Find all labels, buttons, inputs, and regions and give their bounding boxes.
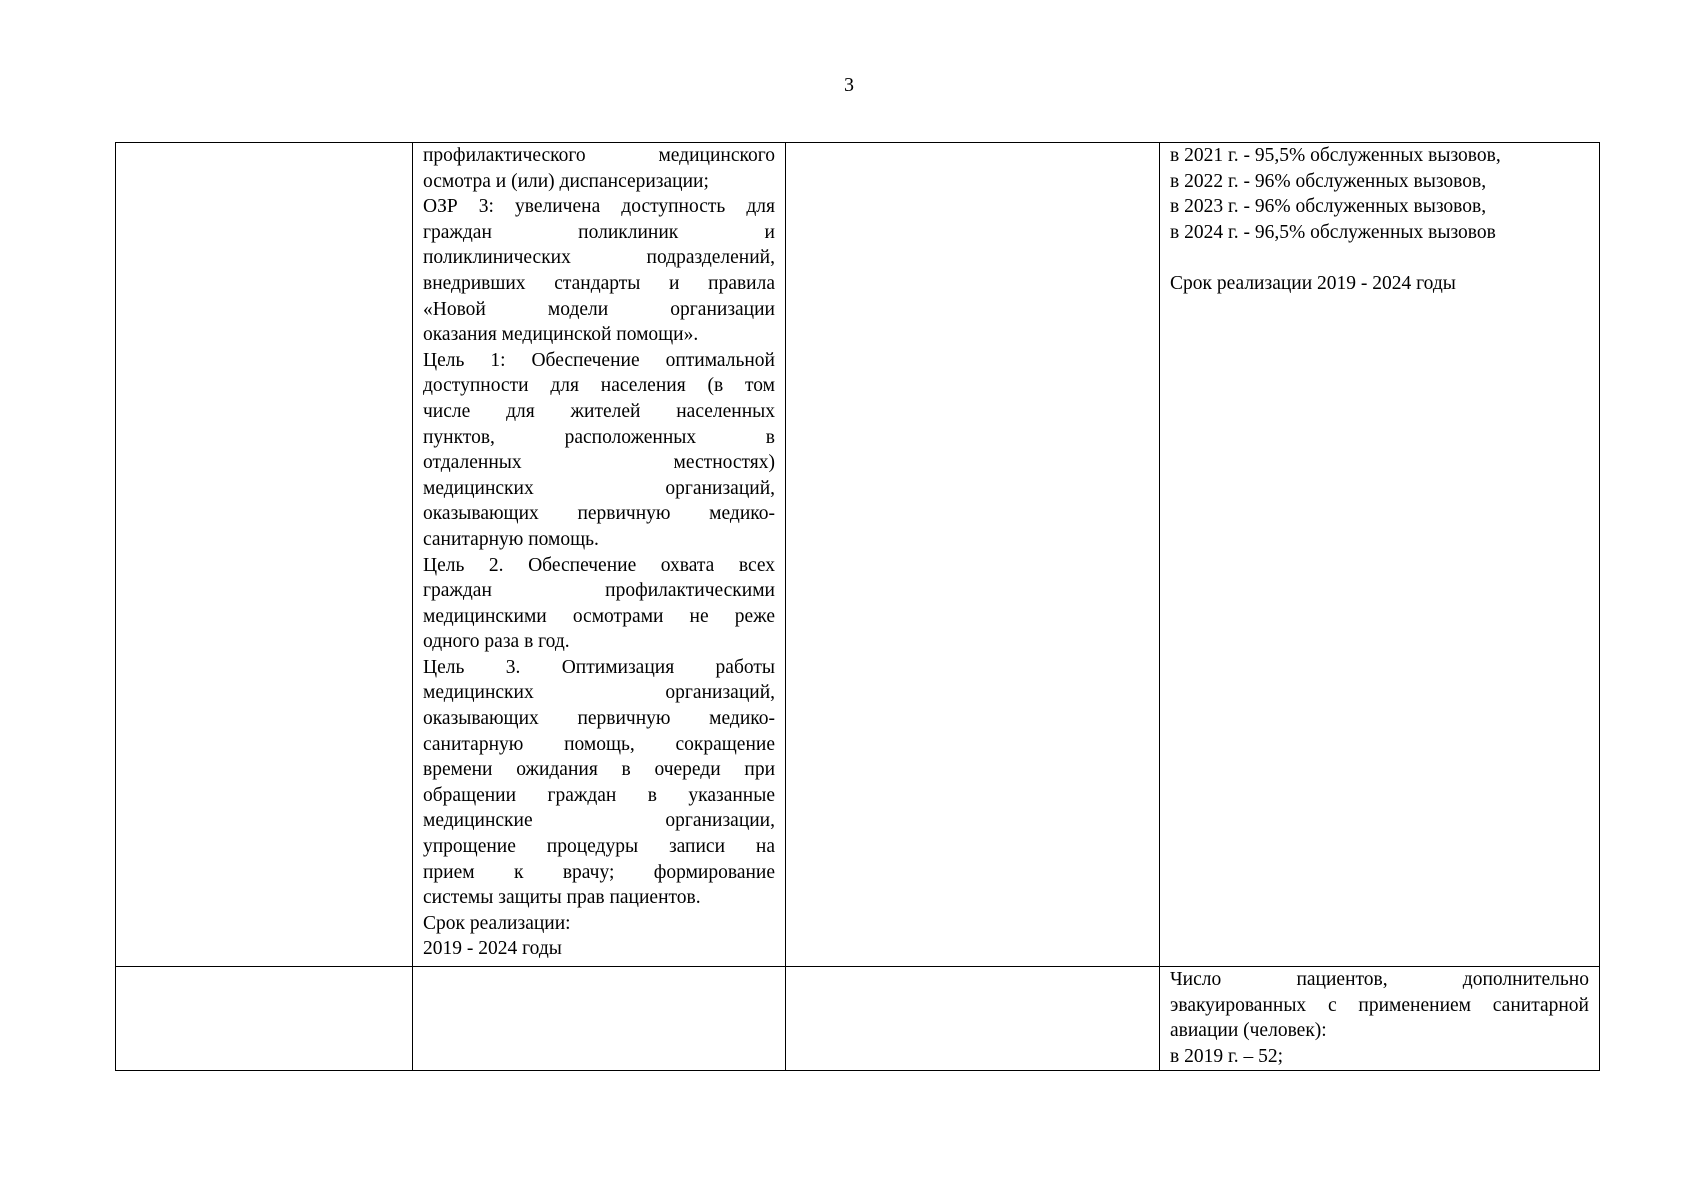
text-line: оказывающих первичную медико- xyxy=(423,503,775,525)
text-line: времени ожидания в очереди при xyxy=(423,759,775,781)
text-line: ОЗР 3: увеличена доступность для xyxy=(423,196,775,218)
text-line: Цель 3. Оптимизация работы xyxy=(423,656,775,678)
text-line: в 2019 г. – 52; xyxy=(1170,1045,1284,1067)
text-line: числе для жителей населенных xyxy=(423,400,775,422)
text-line: оказания медицинской помощи». xyxy=(423,324,699,346)
indicator-line: в 2022 г. - 96% обслуженных вызовов, xyxy=(1170,170,1487,192)
text-line: обращении граждан в указанные xyxy=(423,784,775,806)
text-line: санитарную помощь. xyxy=(423,528,599,550)
text-line: авиации (человек): xyxy=(1170,1020,1327,1042)
implementation-term: Срок реализации 2019 - 2024 годы xyxy=(1170,272,1456,294)
table-cell-indicators xyxy=(1160,143,1600,967)
text-line: «Новой модели организации xyxy=(423,298,775,320)
text-line: отдаленных местностях) xyxy=(423,452,775,474)
table-cell-goals xyxy=(413,143,786,967)
text-line: профилактического медицинского xyxy=(423,145,775,166)
text-line: Цель 2. Обеспечение охвата всех xyxy=(423,554,775,576)
page-number: 3 xyxy=(844,74,854,96)
text-line: доступности для населения (в том xyxy=(423,375,775,397)
table-cell-col2 xyxy=(413,967,786,1071)
text-line: оказывающих первичную медико- xyxy=(423,708,775,730)
text-line: граждан поликлиник и xyxy=(423,221,775,243)
table-cell-col3 xyxy=(786,967,1160,1071)
table-cell-col1 xyxy=(116,967,413,1071)
text-line: граждан профилактическими xyxy=(423,580,775,602)
text-line: эвакуированных с применением санитарной xyxy=(1170,994,1589,1016)
text-line: Цель 1: Обеспечение оптимальной xyxy=(423,349,775,371)
text-line: медицинских организаций, xyxy=(423,477,775,499)
text-line: поликлинических подразделений, xyxy=(423,247,775,269)
indicator-line: в 2024 г. - 96,5% обслуженных вызовов xyxy=(1170,221,1496,243)
text-line: медицинских организаций, xyxy=(423,682,775,704)
table-row xyxy=(116,143,1600,967)
table-row xyxy=(116,967,1600,1071)
indicator-line: в 2023 г. - 96% обслуженных вызовов, xyxy=(1170,196,1487,218)
text-line: прием к врачу; формирование xyxy=(423,861,775,883)
table-cell-indicators xyxy=(1160,967,1600,1071)
text-line: осмотра и (или) диспансеризации; xyxy=(423,170,709,192)
text-line: Число пациентов, дополнительно xyxy=(1170,969,1589,990)
text-line: системы защиты прав пациентов. xyxy=(423,887,701,909)
text-line: 2019 - 2024 годы xyxy=(423,938,562,960)
table-cell-col3 xyxy=(786,143,1160,967)
text-line: медицинские организации, xyxy=(423,810,775,832)
text-line: пунктов, расположенных в xyxy=(423,426,775,448)
indicator-line: в 2021 г. - 95,5% обслуженных вызовов, xyxy=(1170,145,1501,166)
text-line: медицинскими осмотрами не реже xyxy=(423,605,775,627)
text-line: одного раза в год. xyxy=(423,631,570,653)
text-line: внедривших стандарты и правила xyxy=(423,272,775,294)
spacer xyxy=(1170,245,1589,271)
text-line: упрощение процедуры записи на xyxy=(423,836,775,858)
text-line: санитарную помощь, сокращение xyxy=(423,733,775,755)
text-line: Срок реализации: xyxy=(423,912,571,934)
program-table xyxy=(115,142,1600,1071)
table-cell-col1 xyxy=(116,143,413,967)
